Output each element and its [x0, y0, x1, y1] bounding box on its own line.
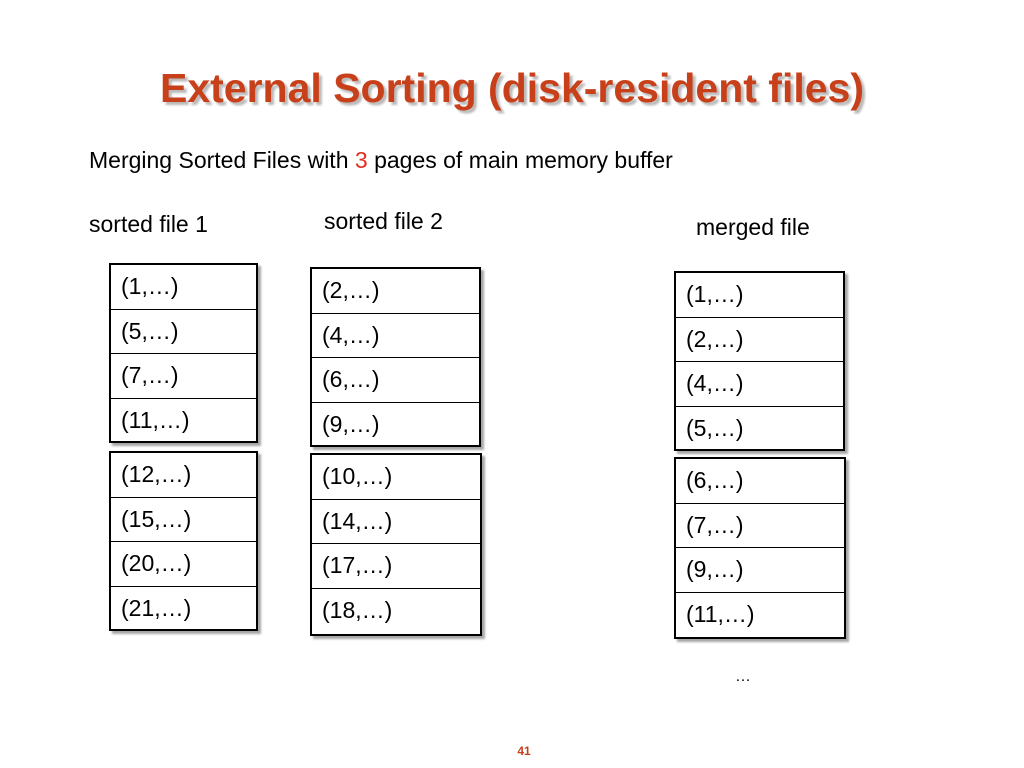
slide-title: External Sorting (disk-resident files) [160, 65, 864, 111]
sorted-file-1-label: sorted file 1 [89, 211, 208, 237]
slide-subtitle [89, 145, 673, 175]
record-cell: (7,…) [111, 354, 256, 399]
record-cell: (9,…) [322, 410, 380, 437]
record-cell: (20,…) [111, 542, 256, 587]
record-cell: (2,…) [676, 318, 843, 363]
record-cell: (1,…) [111, 265, 256, 310]
record-cell: (21,…) [121, 594, 192, 621]
subtitle-text-before: Merging Sorted Files with [89, 147, 355, 173]
record-cell: (1,…) [676, 273, 843, 318]
page-number: 41 [517, 744, 531, 758]
subtitle-buffer-count: 3 [354, 147, 368, 173]
record-cell: (10,…) [312, 455, 480, 500]
record-cell: (12,…) [111, 453, 256, 498]
continuation-ellipsis: … [735, 668, 751, 685]
record-cell: (18,…) [322, 596, 393, 623]
record-cell: (11,…) [121, 406, 190, 433]
record-cell: (6,…) [676, 459, 844, 504]
record-cell: (5,…) [111, 310, 256, 355]
record-cell: (14,…) [312, 500, 480, 545]
sorted-file-2-label: sorted file 2 [324, 208, 443, 234]
sorted-file-2-page-2 [310, 453, 482, 636]
record-cell: (17,…) [312, 544, 480, 589]
record-cell: (6,…) [312, 358, 479, 403]
record-cell: (15,…) [111, 498, 256, 543]
sorted-file-1-page-2 [109, 451, 258, 631]
sorted-file-2-page-1 [310, 267, 481, 447]
merged-file-page-2 [674, 457, 846, 639]
record-cell: (9,…) [676, 548, 844, 593]
record-cell: (11,…) [686, 600, 755, 627]
record-cell: (4,…) [312, 314, 479, 359]
record-cell: (7,…) [676, 504, 844, 549]
subtitle-text-after: pages of main memory buffer [367, 147, 673, 173]
record-cell: (4,…) [676, 362, 843, 407]
merged-file-page-1 [674, 271, 845, 451]
record-cell: (5,…) [686, 414, 744, 441]
merged-file-label: merged file [696, 214, 810, 240]
sorted-file-1-page-1 [109, 263, 258, 443]
record-cell: (2,…) [312, 269, 479, 314]
